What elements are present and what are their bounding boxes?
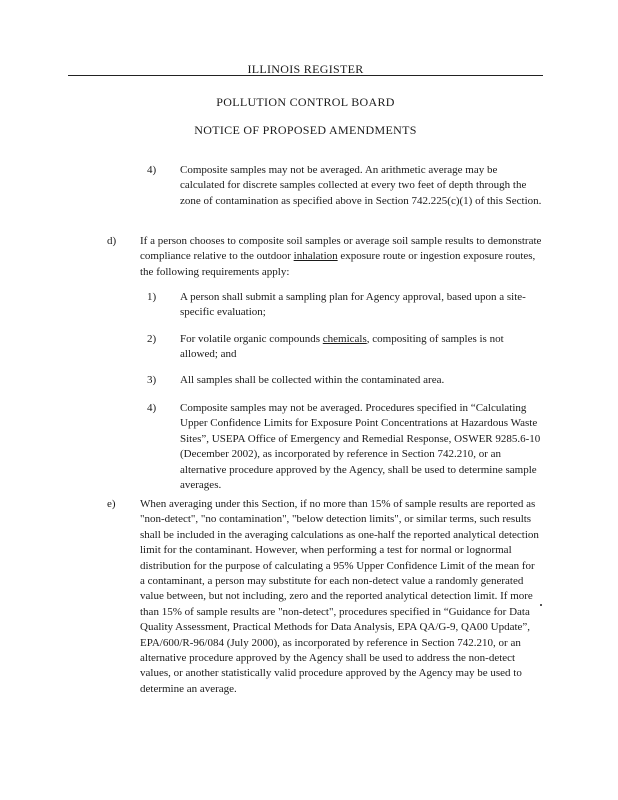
item-text: Composite samples may not be averaged. An arithmetic average may be calculated for discrete samples collected at every two feet of depth through the zone of contamination as specified above in Section 742.225(c)(1) of this Section. <box>180 164 542 207</box>
item-text: A person shall submit a sampling plan for Agency approval, based upon a site-specific evaluation; <box>180 291 526 319</box>
item-number: d) <box>107 235 117 247</box>
item-number: 2) <box>147 333 157 345</box>
item-text: When averaging under this Section, if no more than 15% of sample results are reported as "non-detect", "no contamination", "below detection limits", or similar terms, such results shall be included in the averaging calculations as one-half the reported analytical detection limit for the contaminant. However, when performing a test for normal or lognormal distribution for the purpose of calculating a 95% Upper Confidence Limit of the mean for a contaminant, a person may substitute for each non-detect value a randomly generated value between, but not including, zero and the reported analytical detection limit. If more than 15% of sample results are "non-detect", procedures specified in “Guidance for Data Quality Assessment, Practical Methods for Data Analysis, EPA QA/G-9, QA00 Update”, EPA/600/R-96/084 (July 2000), as incorporated by reference in Section 742.210, or an alternative procedure approved by the Agency shall be used to address the non-detect values, or another statistically valid procedure approved by the Agency may be used to determine an average. <box>140 498 539 695</box>
item-number: 1) <box>147 291 157 303</box>
underlined-insertion: inhalation <box>293 250 338 263</box>
notice-title: NOTICE OF PROPOSED AMENDMENTS <box>194 123 417 137</box>
register-title: ILLINOIS REGISTER <box>247 62 364 76</box>
item-text: All samples shall be collected within the contaminated area. <box>180 374 445 386</box>
item-text: Composite samples may not be averaged. Procedures specified in “Calculating Upper Confidence Limits for Exposure Point Concentrations at Hazardous Waste Sites”, USEPA Office of Emergency and Remedial Response, OSWER 9285.6-10 (December 2002), as incorporated by reference in Section 742.210, or an alternative procedure approved by the Agency, shall be used to determine sample averages. <box>180 402 541 492</box>
board-title: POLLUTION CONTROL BOARD <box>216 95 395 109</box>
item-text: If a person chooses to composite soil samples or average soil sample results to demonstrate compliance relative to the outdoor inhalation exposure route or ingestion exposure routes, the following requirements apply: <box>140 235 542 278</box>
underlined-insertion: chemicals <box>322 333 367 345</box>
item-number: 3) <box>147 374 157 386</box>
item-number: e) <box>107 498 116 510</box>
item-text: For volatile organic compounds chemicals, compositing of samples is not allowed; and <box>180 333 504 361</box>
header-rule <box>68 75 543 76</box>
item-number: 4) <box>147 164 157 176</box>
scan-speck <box>540 604 542 606</box>
item-number: 4) <box>147 402 157 414</box>
